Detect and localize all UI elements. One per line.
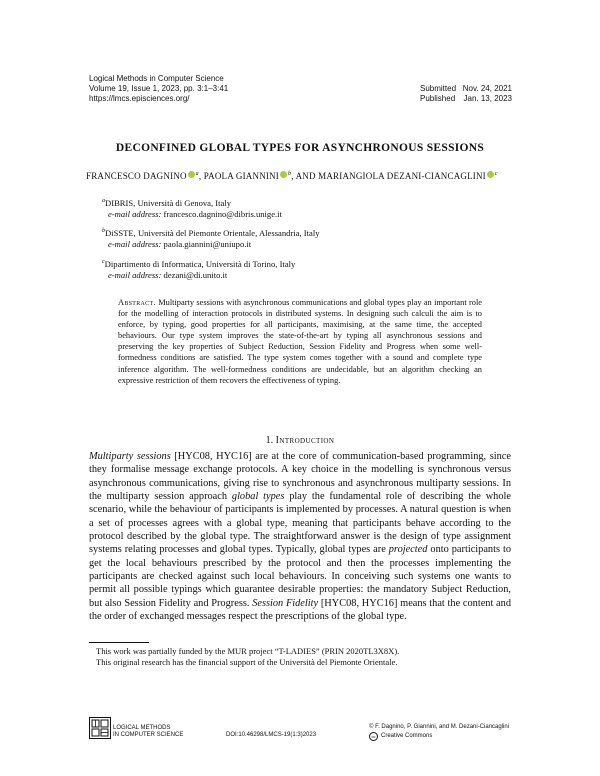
affil-sup-a: a: [195, 171, 199, 177]
logo-line-2: IN COMPUTER SCIENCE: [113, 732, 184, 738]
affil-marker: b: [102, 228, 105, 234]
email-label: e-mail address:: [108, 238, 162, 249]
footnote-rule: [89, 642, 149, 643]
affil-institution: DIBRIS, Università di Genova, Italy: [105, 197, 232, 208]
copyright-line: © F. Dagnino, P. Giannini, and M. Dezani-Ciancaglini: [369, 724, 510, 730]
journal-url[interactable]: https://lmcs.episciences.org/: [89, 94, 190, 103]
published-label: Published: [420, 94, 456, 103]
author-dagnino[interactable]: FRANCESCO DAGNINO: [86, 171, 187, 181]
affiliation-c: [102, 257, 295, 281]
cc-icon[interactable]: cc: [369, 732, 378, 741]
affiliation-a: [102, 196, 282, 220]
affil-sup-c: c: [494, 171, 498, 177]
intro-text: onto participants to get the local behaviours prescribed by the protocol and then the processes implementing the participants are checked against such local behaviours. In conceiving such systems one wants to permit all possible typings which guarantee desirable properties: the mandatory Subject Reduction, but also Session Fidelity and Progress.: [89, 544, 512, 609]
intro-text: [HYC08, HYC16] means that the content and the order of exchanged messages respect the prescriptions of the global type.: [89, 597, 511, 623]
term-global-types: global types: [231, 491, 285, 503]
email-address[interactable]: paola.giannini@uniupo.it: [163, 238, 252, 249]
author-line: [86, 171, 498, 181]
abstract: [118, 297, 482, 386]
email-address[interactable]: dezani@di.unito.it: [163, 269, 228, 280]
intro-text: [HYC08, HYC16] are at the core of communication-based programming, since they formalise message exchange protocols. A key choice in the modelling is synchronous versus asynchronous communications, giving rise to synchronous and asynchronous multiparty sessions. In the multiparty session approach: [89, 451, 511, 503]
dates-block: [420, 84, 512, 104]
journal-name: Logical Methods in Computer Science: [89, 74, 224, 83]
submitted-label: Submitted: [420, 84, 457, 93]
affil-sup-b: b: [288, 171, 292, 177]
term-multiparty-sessions: Multiparty sessions: [89, 451, 171, 462]
orcid-icon[interactable]: [188, 171, 195, 178]
abstract-label: Abstract.: [118, 298, 156, 307]
affil-marker: a: [102, 198, 105, 204]
intro-paragraph: [89, 450, 511, 623]
email-address[interactable]: francesco.dagnino@dibris.unige.it: [163, 208, 282, 219]
intro-text: play the fundamental role of describing the whole scenario, while the behaviour of participants is implemented by processes. A natural question is when a set of processes agrees with a global type, meaning that participants behave according to the protocol described by the global type. The straightforward answer is the design of type assignment systems relating processes and global types. Typically, global types are: [89, 491, 511, 556]
journal-header: [89, 74, 228, 104]
orcid-icon[interactable]: [487, 171, 494, 178]
copyright-block: [369, 724, 509, 741]
lmcs-logo-text: [113, 725, 183, 739]
submitted-date: Nov. 24, 2021: [462, 84, 512, 93]
email-label: e-mail address:: [108, 269, 162, 280]
license-label[interactable]: Creative Commons: [381, 733, 433, 739]
section-number: 1.: [265, 435, 274, 446]
journal-volume: Volume 19, Issue 1, 2023, pp. 3:1–3:41: [89, 84, 229, 93]
affil-marker: c: [102, 259, 105, 265]
term-projected: projected: [388, 544, 428, 556]
footnote-funding: This work was partially funded by the MUR project “T-LADIES” (PRIN 2020TL3X8X).: [96, 646, 400, 656]
lmcs-logo-icon: [89, 717, 111, 739]
author-dezani[interactable]: , AND MARIANGIOLA DEZANI-CIANCAGLINI: [291, 171, 486, 181]
email-label: e-mail address:: [108, 208, 162, 219]
logo-line-1: LOGICAL METHODS: [113, 725, 171, 731]
doi[interactable]: DOI:10.46298/LMCS-19(1:3)2023: [226, 732, 317, 738]
affil-institution: Dipartimento di Informatica, Università di Torino, Italy: [104, 258, 296, 269]
term-session-fidelity: Session Fidelity: [252, 597, 319, 609]
orcid-icon[interactable]: [280, 171, 287, 178]
abstract-text: Multiparty sessions with asynchronous communications and global types play an important role for the modelling of interaction protocols in distributed systems. In designing such calculi the aim is to enforce, by typing, good properties for all participants, maximising, at the same time, the accepted behaviours. Our type system improves the state-of-the-art by typing all asynchronous sessions and preserving the key properties of Subject Reduction, Session Fidelity and Progress when some well-formedness conditions are satisfied. The type system comes together with a sound and complete type inference algorithm. The well-formedness conditions are undecidable, but an algorithm checking an expressive restriction of them recovers the effectiveness of typing.: [118, 298, 482, 385]
section-heading: [0, 435, 600, 446]
footnote-support: This original research has the financial support of the Università del Piemonte Orientale.: [96, 657, 398, 667]
author-giannini[interactable]: , PAOLA GIANNINI: [198, 171, 279, 181]
published-date: Jan. 13, 2023: [463, 94, 512, 103]
affil-institution: DiSSTE, Università del Piemonte Orientale, Alessandria, Italy: [105, 227, 320, 238]
affiliation-b: [102, 226, 320, 250]
paper-title: DECONFINED GLOBAL TYPES FOR ASYNCHRONOUS SESSIONS: [115, 142, 485, 154]
section-title: Introduction: [275, 435, 335, 446]
